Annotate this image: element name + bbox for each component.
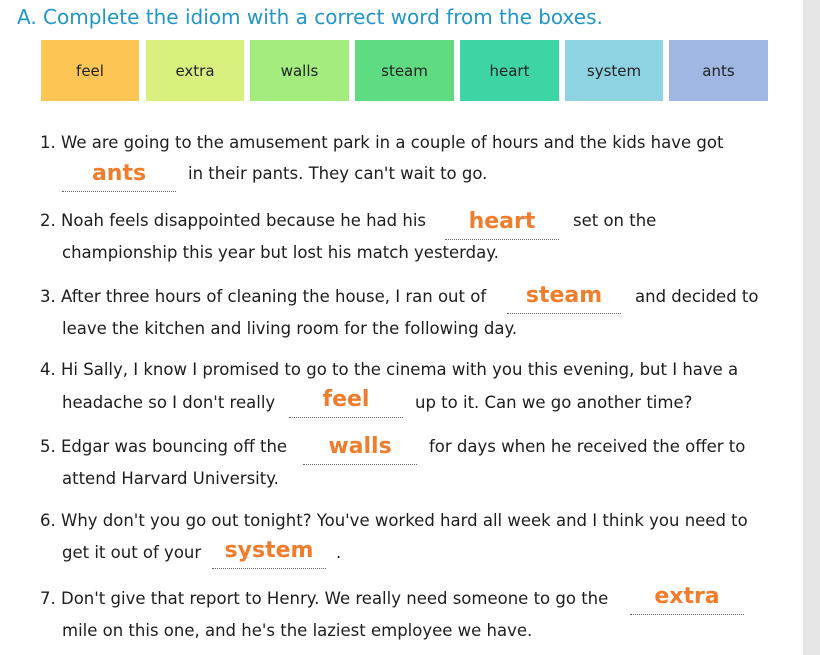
answer-text: heart — [468, 209, 536, 234]
word-box-label: ants — [702, 61, 735, 80]
answer-text: feel — [322, 387, 370, 412]
question-text: championship this year but lost his match yesterday. — [62, 243, 499, 262]
question-text: headache so I don't really — [62, 393, 276, 412]
word-box-walls — [250, 40, 349, 101]
question-number: 1. — [40, 133, 56, 152]
question-text: Hi Sally, I know I promised to go to the cinema with you this evening, but I have a — [61, 360, 739, 379]
question-text: in their pants. They can't wait to go. — [188, 164, 488, 183]
question-text: Don't give that report to Henry. We really need someone to go the — [61, 589, 609, 608]
question-text: Edgar was bouncing off the — [61, 437, 288, 456]
answer-blank[interactable] — [507, 283, 621, 314]
word-box-feel — [41, 40, 139, 101]
question-text: mile on this one, and he's the laziest employee we have. — [62, 621, 533, 640]
answer-blank[interactable] — [445, 209, 559, 240]
answer-blank[interactable] — [303, 434, 417, 465]
word-box-heart — [460, 40, 559, 101]
answer-text: ants — [91, 161, 147, 186]
answer-text: system — [224, 538, 314, 563]
word-box-label: walls — [280, 61, 319, 80]
word-box-label: extra — [175, 61, 215, 80]
question-text: Noah feels disappointed because he had his — [61, 211, 427, 230]
word-box-steam — [355, 40, 454, 101]
answer-blank[interactable] — [630, 584, 744, 615]
question-text: Why don't you go out tonight? You've worked hard all week and I think you need to — [61, 511, 748, 530]
question-text: After three hours of cleaning the house, I ran out of — [61, 287, 487, 306]
question-text: We are going to the amusement park in a couple of hours and the kids have got — [61, 133, 724, 152]
answer-text: extra — [654, 584, 720, 609]
question-number: 3. — [40, 287, 56, 306]
question-text: leave the kitchen and living room for the following day. — [62, 319, 518, 338]
answer-blank[interactable] — [289, 387, 403, 418]
word-box-label: steam — [381, 61, 428, 80]
question-text: and decided to — [635, 287, 759, 306]
word-box-ants — [669, 40, 768, 101]
question-number: 4. — [40, 360, 56, 379]
question-number: 5. — [40, 437, 56, 456]
question-number: 2. — [40, 211, 56, 230]
word-box-system — [565, 40, 663, 101]
answer-text: walls — [328, 434, 392, 459]
question-text: set on the — [573, 211, 657, 230]
word-box-label: system — [586, 61, 642, 80]
answer-blank[interactable] — [62, 161, 176, 192]
question-text: attend Harvard University. — [62, 469, 279, 488]
exercise-heading: A. Complete the idiom with a correct word from the boxes. — [17, 5, 603, 29]
question-text: . — [336, 543, 342, 562]
answer-blank[interactable] — [212, 538, 326, 569]
question-number: 7. — [40, 589, 56, 608]
question-text: get it out of your — [62, 543, 202, 562]
word-box-label: heart — [489, 61, 530, 80]
question-text: for days when he received the offer to — [429, 437, 746, 456]
scrollbar-track[interactable] — [803, 0, 820, 655]
question-number: 6. — [40, 511, 56, 530]
question-text: up to it. Can we go another time? — [415, 393, 693, 412]
word-box-label: feel — [76, 61, 104, 80]
word-box-extra — [146, 40, 244, 101]
answer-text: steam — [525, 283, 603, 308]
